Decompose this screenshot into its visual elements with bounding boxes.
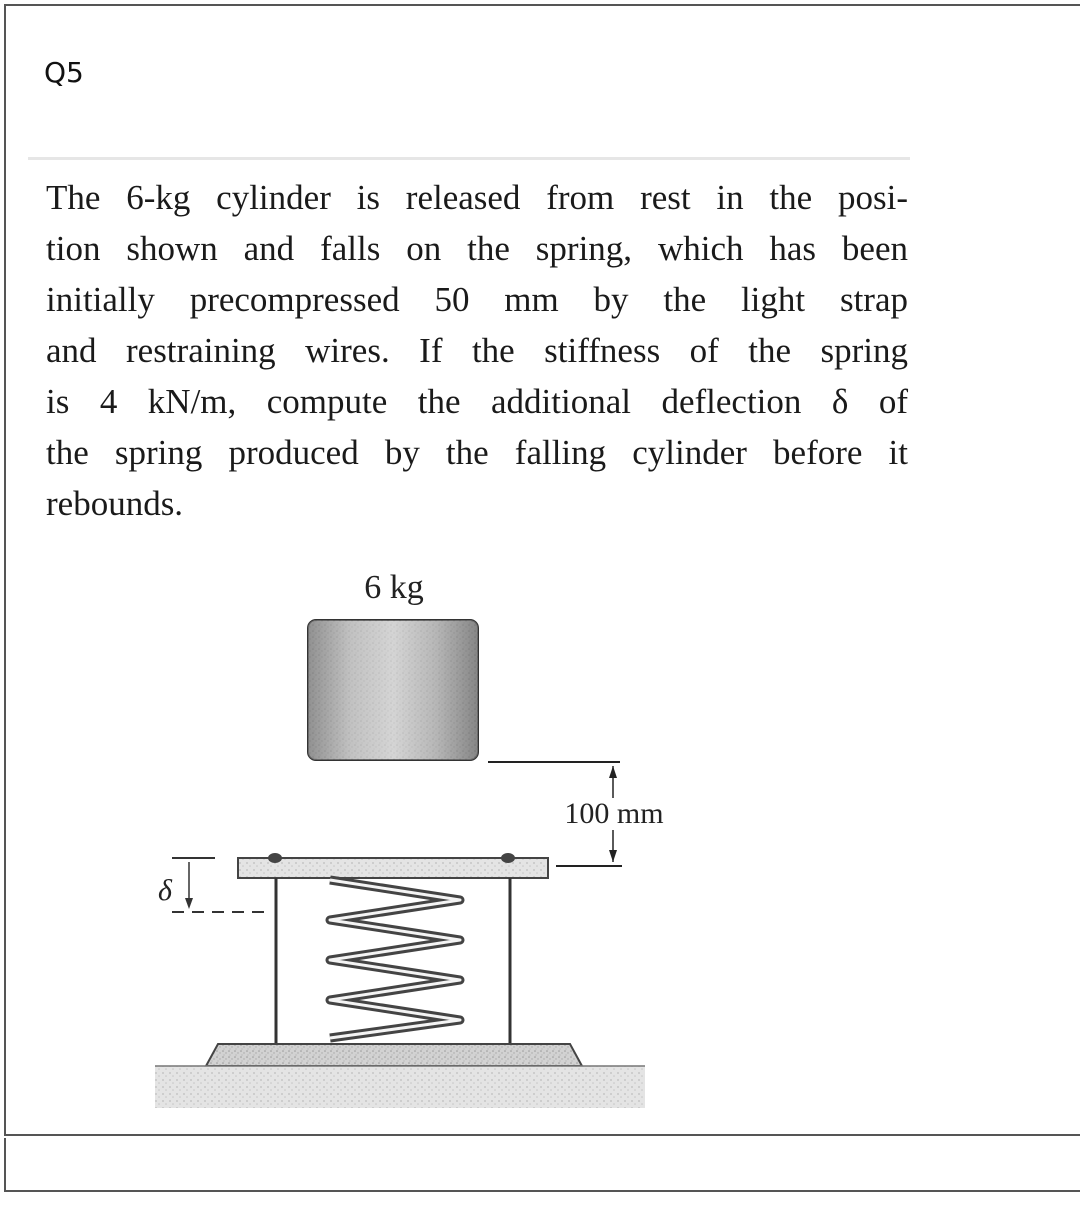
problem-line: and restraining wires. If the stiffness of the spring: [46, 331, 908, 370]
problem-line: is 4 kN/m, compute the additional deflection δ of: [46, 382, 908, 421]
delta-label: δ: [158, 874, 172, 907]
drop-label: 100 mm: [564, 797, 664, 830]
problem-line: tion shown and falls on the spring, which has been: [46, 229, 908, 268]
problem-line: The 6-kg cylinder is released from rest in the posi-: [46, 178, 908, 217]
arrowhead-up-icon: [609, 766, 617, 778]
wire-knob-right: [501, 853, 515, 863]
wire-knob-left: [268, 853, 282, 863]
question-label: Q5: [44, 56, 84, 89]
arrowhead-down-icon: [609, 850, 617, 862]
base-plate: [206, 1044, 582, 1066]
problem-line: initially precompressed 50 mm by the light strap: [46, 280, 908, 319]
mass-label: 6 kg: [364, 569, 424, 606]
spring-plate: [238, 858, 548, 878]
problem-line: rebounds.: [46, 484, 184, 523]
problem-line: the spring produced by the falling cylinder before it: [46, 433, 908, 472]
arrowhead-down-icon: [185, 898, 193, 909]
ground: [155, 1066, 645, 1108]
cylinder-texture: [308, 620, 478, 760]
